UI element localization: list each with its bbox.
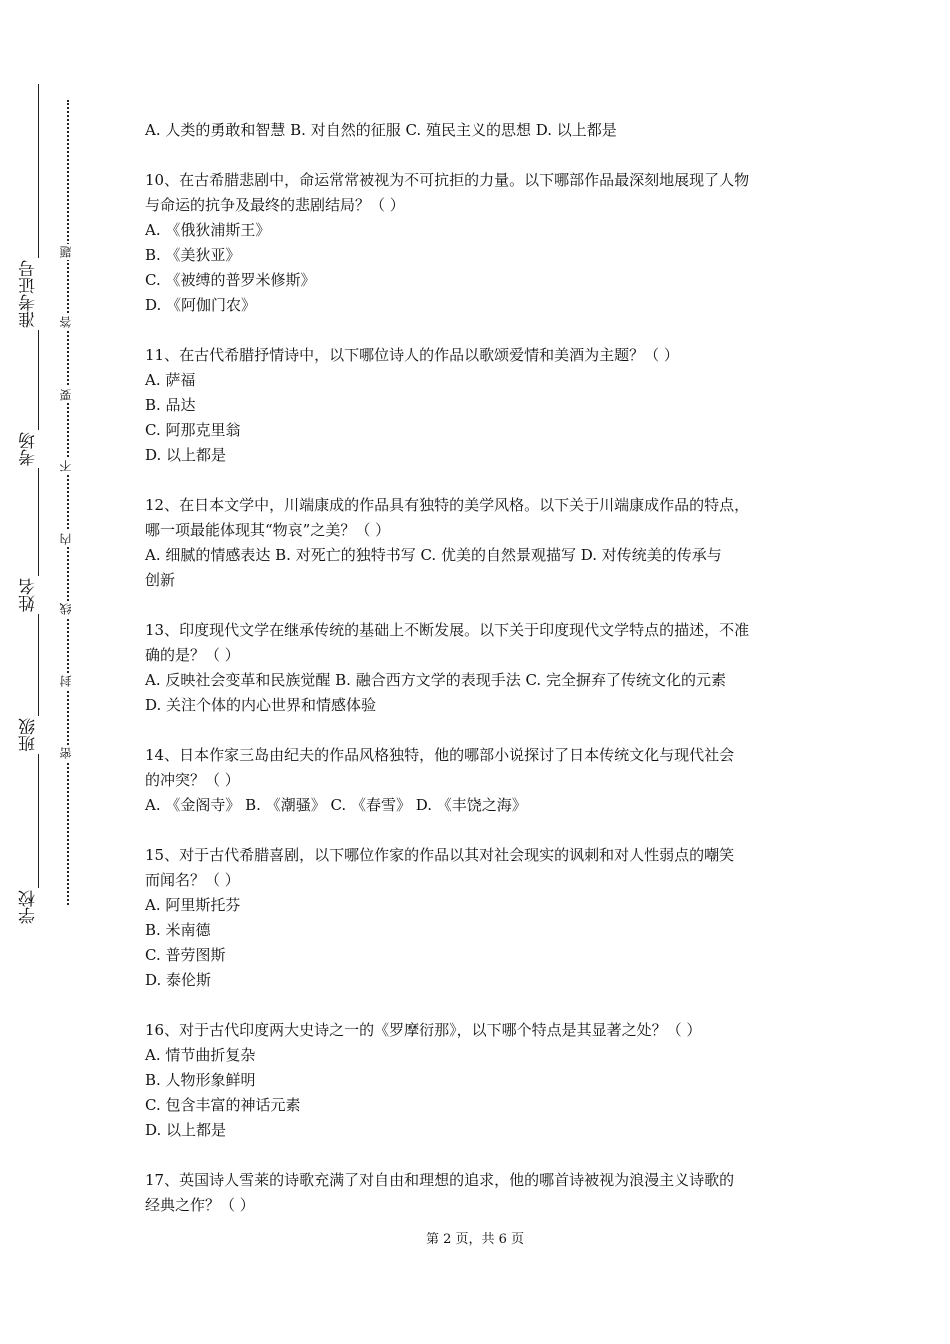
question-17 xyxy=(145,1168,810,1218)
seal-char-bu: 不 xyxy=(60,458,76,474)
question-stem-line: 14、日本作家三岛由纪夫的作品风格独特，他的哪部小说探讨了日本传统文化与现代社会 xyxy=(145,746,735,764)
option-a: A. 萨福 xyxy=(145,371,196,389)
seal-char-nei: 内 xyxy=(60,531,76,547)
question-16 xyxy=(145,1018,810,1143)
question-stem-line: 而闻名？（ ） xyxy=(145,871,240,889)
name-label: 姓名 xyxy=(21,576,55,614)
seal-char-yao: 要 xyxy=(60,387,76,403)
options-line: A. 细腻的情感表达 B. 对死亡的独特书写 C. 优美的自然景观描写 D. 对传统美的传承与 xyxy=(145,546,722,564)
school-label: 学校 xyxy=(21,888,55,926)
question-stem-line: 与命运的抗争及最终的悲剧结局？（ ） xyxy=(145,196,405,214)
option-d: D. 泰伦斯 xyxy=(145,971,212,989)
options-line: A. 反映社会变革和民族觉醒 B. 融合西方文学的表现手法 C. 完全摒弃了传统文化的元素 xyxy=(145,671,726,689)
options-line: 创新 xyxy=(145,571,176,589)
seal-char-mi: 密 xyxy=(60,745,76,761)
question-stem-line: 17、英国诗人雪莱的诗歌充满了对自由和理想的追求，他的哪首诗被视为浪漫主义诗歌的 xyxy=(145,1171,735,1189)
question-stem-line: 哪一项最能体现其“物哀”之美？（ ） xyxy=(145,521,391,539)
page-number: 第 2 页，共 6 页 xyxy=(425,1232,525,1247)
options-line: D. 关注个体的内心世界和情感体验 xyxy=(145,696,377,714)
seal-char-xian: 线 xyxy=(60,601,76,617)
question-stem-line: 的冲突？（ ） xyxy=(145,771,240,789)
binding-solid-line xyxy=(38,84,39,922)
question-stem-line: 13、印度现代文学在继承传统的基础上不断发展。以下关于印度现代文学特点的描述，不准 xyxy=(145,621,750,639)
class-label: 班级 xyxy=(21,716,55,754)
options-line: A. 《金阁寺》 B. 《潮骚》 C. 《春雪》 D. 《丰饶之海》 xyxy=(145,796,527,814)
question-stem-line: 15、对于古代希腊喜剧，以下哪位作家的作品以其对社会现实的讽刺和对人性弱点的嘲笑 xyxy=(145,846,735,864)
option-c: C. 《被缚的普罗米修斯》 xyxy=(145,271,316,289)
exam-number-label: 准考证号 xyxy=(21,258,55,330)
question-10 xyxy=(145,168,810,318)
question-9-options: A. 人类的勇敢和智慧 B. 对自然的征服 C. 殖民主义的思想 D. 以上都是 xyxy=(145,121,617,139)
exam-room-label: 考场 xyxy=(21,430,55,468)
option-d: D. 《阿伽门农》 xyxy=(145,296,257,314)
question-stem-line: 确的是？（ ） xyxy=(145,646,240,664)
question-14 xyxy=(145,743,810,818)
option-a: A. 《俄狄浦斯王》 xyxy=(145,221,271,239)
option-b: B. 米南德 xyxy=(145,921,211,939)
option-a: A. 情节曲折复杂 xyxy=(145,1046,256,1064)
seal-char-feng: 封 xyxy=(60,673,76,689)
question-stem-line: 12、在日本文学中，川端康成的作品具有独特的美学风格。以下关于川端康成作品的特点， xyxy=(145,496,750,514)
option-d: D. 以上都是 xyxy=(145,1121,227,1139)
option-a: A. 阿里斯托芬 xyxy=(145,896,241,914)
option-d: D. 以上都是 xyxy=(145,446,227,464)
seal-dotted-line xyxy=(67,100,69,905)
question-15 xyxy=(145,843,810,993)
question-9-options-block xyxy=(145,118,810,143)
question-12 xyxy=(145,493,810,593)
option-c: C. 包含丰富的神话元素 xyxy=(145,1096,301,1114)
option-b: B. 人物形象鲜明 xyxy=(145,1071,256,1089)
question-stem-line: 11、在古代希腊抒情诗中，以下哪位诗人的作品以歌颂爱情和美酒为主题？（ ） xyxy=(145,346,679,364)
option-c: C. 阿那克里翁 xyxy=(145,421,241,439)
option-b: B. 品达 xyxy=(145,396,196,414)
question-stem-line: 经典之作？（ ） xyxy=(145,1196,255,1214)
question-stem-line: 10、在古希腊悲剧中，命运常常被视为不可抗拒的力量。以下哪部作品最深刻地展现了人物 xyxy=(145,171,750,189)
binding-margin xyxy=(0,0,120,1344)
seal-char-ti: 题 xyxy=(60,244,76,260)
question-stem-line: 16、对于古代印度两大史诗之一的《罗摩衍那》，以下哪个特点是其显著之处？（ ） xyxy=(145,1021,702,1039)
question-11 xyxy=(145,343,810,468)
seal-char-da: 答 xyxy=(60,314,76,330)
question-content xyxy=(145,118,810,1243)
question-13 xyxy=(145,618,810,718)
option-b: B. 《美狄亚》 xyxy=(145,246,241,264)
option-c: C. 普劳图斯 xyxy=(145,946,226,964)
